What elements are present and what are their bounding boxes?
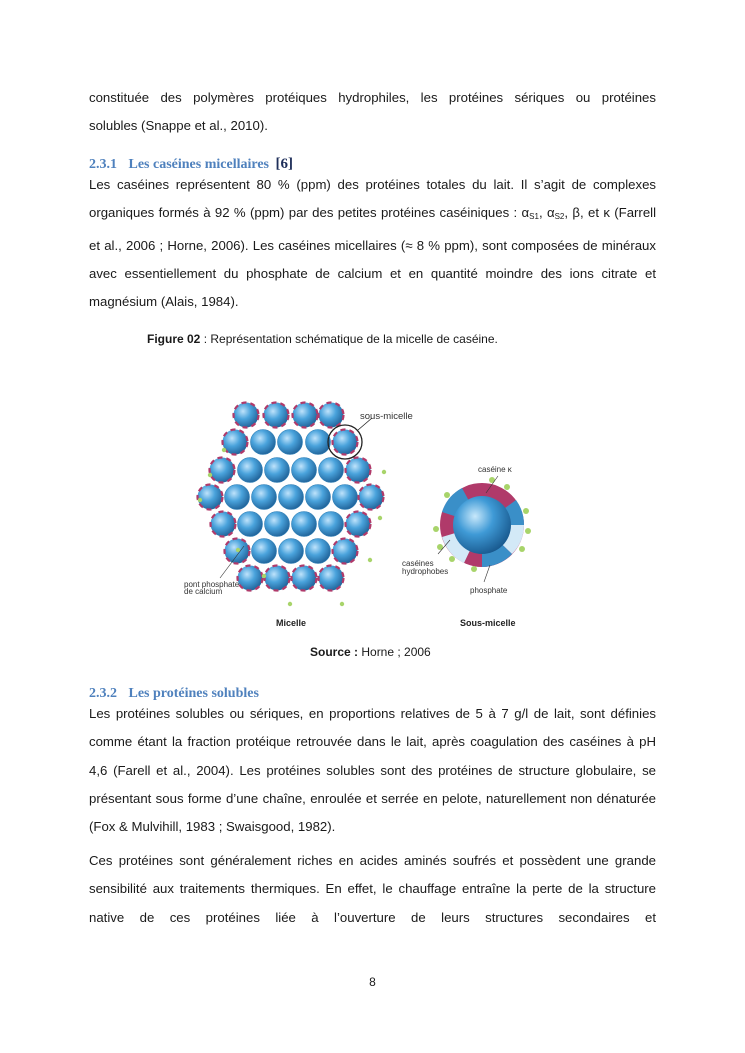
sub-micelle-sphere [225, 485, 250, 510]
label-hydrophobes: hydrophobes [402, 567, 449, 576]
calcium-phosphate-dot [368, 558, 372, 562]
section-title: Les protéines solubles [128, 686, 259, 701]
label-de-calcium: de calcium [184, 587, 223, 596]
sub-micelle-sphere [292, 512, 317, 537]
figure-caption-text: : Représentation schématique de la micelle de caséine. [200, 332, 498, 346]
sub-micelle-sphere [265, 458, 290, 483]
section2-paragraph-2: Ces protéines sont généralement riches en acides aminés soufrés et possèdent une grande sensibilité aux traitements thermiques. En effet, le chauffage entraîne la perte de la structure native de ces protéines liée à l’ouverture de leurs structures secondaires et [89, 853, 656, 925]
sub-micelle-sphere [292, 458, 317, 483]
sub-micelle-sphere [333, 430, 358, 455]
section2-paragraph-1: Les protéines solubles ou sériques, en proportions relatives de 5 à 7 g/l de lait, sont définies comme étant la fraction protéique retrouvée dans le lait, après coagulation des caséines à pH 4,6 (Farell et al., 2004). Les protéines solubles sont des protéines de structure globulaire, se présentant sous forme d’une chaîne, enroulée et serrée en pelote, naturellement non dénaturée (Fox & Mulvihill, 1983 ; Swaisgood, 1982). [89, 706, 656, 835]
sub-micelle-sphere [198, 485, 223, 510]
section1-text-b: , α [538, 205, 555, 221]
section1-text-c: , β, et κ (Farrell et al., 2006 ; Horne, 2006). Les caséines micellaires (≈ 8 % ppm), sont composées de minéraux avec essentiellement du phosphate de calcium et en quantité moindre des ions citrate et magnésium (Alais, 1984). [89, 205, 657, 310]
section-reference: [6] [275, 156, 293, 172]
sub-micelle-sphere [251, 430, 276, 455]
alpha-s2-subscript: S2 [554, 212, 565, 222]
calcium-phosphate-dot [340, 602, 344, 606]
sub-micelle-sphere [306, 539, 331, 564]
sub-micelle-sphere [278, 430, 303, 455]
sub-micelle-sphere [319, 403, 344, 428]
sub-micelle-sphere [333, 485, 358, 510]
intro-line-2: solubles (Snappe et al., 2010). [89, 118, 268, 134]
sub-micelle-sphere [223, 430, 248, 455]
calcium-phosphate-dot [222, 448, 226, 452]
sub-micelle-sphere [333, 539, 358, 564]
label-sous-micelle-title: Sous-micelle [460, 618, 516, 628]
figure-caption [147, 332, 498, 346]
label-micelle: Micelle [276, 618, 307, 628]
sub-micelle-sphere [293, 403, 318, 428]
label-sous-micelle: sous-micelle [360, 411, 413, 422]
calcium-phosphate-dot [378, 516, 382, 520]
sub-micelle-sphere [264, 403, 289, 428]
label-caseine-kappa: caséine κ [478, 465, 512, 474]
figure-label: Figure 02 [147, 332, 201, 346]
source-label: Source : [310, 645, 359, 659]
sub-micelle-sphere [319, 566, 344, 591]
page-number: 8 [369, 975, 376, 989]
micelle-cluster [198, 403, 387, 607]
sub-micelle-sphere [292, 566, 317, 591]
calcium-phosphate-dot [262, 574, 266, 578]
sub-micelle-sphere [279, 539, 304, 564]
section1-text-a: Les caséines représentent 80 % (ppm) des protéines totales du lait. Il s’agit de complexes organiques formés à 92 % (ppm) par des petites protéines caséiniques : α [89, 177, 656, 221]
sub-micelle-sphere [306, 430, 331, 455]
sub-micelle-sphere [238, 512, 263, 537]
casein-micelle-diagram [180, 400, 540, 632]
sub-micelle-sphere [210, 458, 235, 483]
sous-micelle-detail [433, 477, 531, 572]
calcium-phosphate-dot [382, 470, 386, 474]
calcium-phosphate-dot [288, 602, 292, 606]
sub-micelle-sphere [319, 458, 344, 483]
sub-micelle-sphere [306, 485, 331, 510]
sub-micelle-sphere [359, 485, 384, 510]
sub-micelle-sphere [234, 403, 259, 428]
sub-micelle-sphere [279, 485, 304, 510]
sub-micelle-sphere [252, 539, 277, 564]
section-number: 2.3.1 [89, 157, 117, 172]
sub-micelle-sphere [238, 566, 263, 591]
sub-micelle-sphere [238, 458, 263, 483]
section-title: Les caséines micellaires [128, 157, 269, 172]
alpha-s1-subscript: S1 [529, 212, 539, 222]
sub-micelle-sphere [346, 512, 371, 537]
sub-micelle-sphere [211, 512, 236, 537]
sub-micelle-sphere [252, 485, 277, 510]
section-number: 2.3.2 [89, 686, 117, 701]
label-caseines: caséines [402, 559, 434, 568]
sub-micelle-sphere [319, 512, 344, 537]
label-phosphate: phosphate [470, 586, 508, 595]
calcium-phosphate-dot [208, 473, 212, 477]
source-text: Horne ; 2006 [358, 645, 431, 659]
intro-line-1: constituée des polymères protéiques hydrophiles, les protéines sériques ou protéines [89, 90, 656, 105]
calcium-phosphate-dot [198, 498, 202, 502]
intro-paragraph [89, 84, 656, 141]
label-pont-phosphate: pont phosphate [184, 580, 240, 589]
section1-paragraph [89, 171, 656, 316]
sub-micelle-sphere [265, 512, 290, 537]
sub-micelle-sphere [265, 566, 290, 591]
sub-micelle-sphere [346, 458, 371, 483]
figure-source [310, 645, 431, 659]
